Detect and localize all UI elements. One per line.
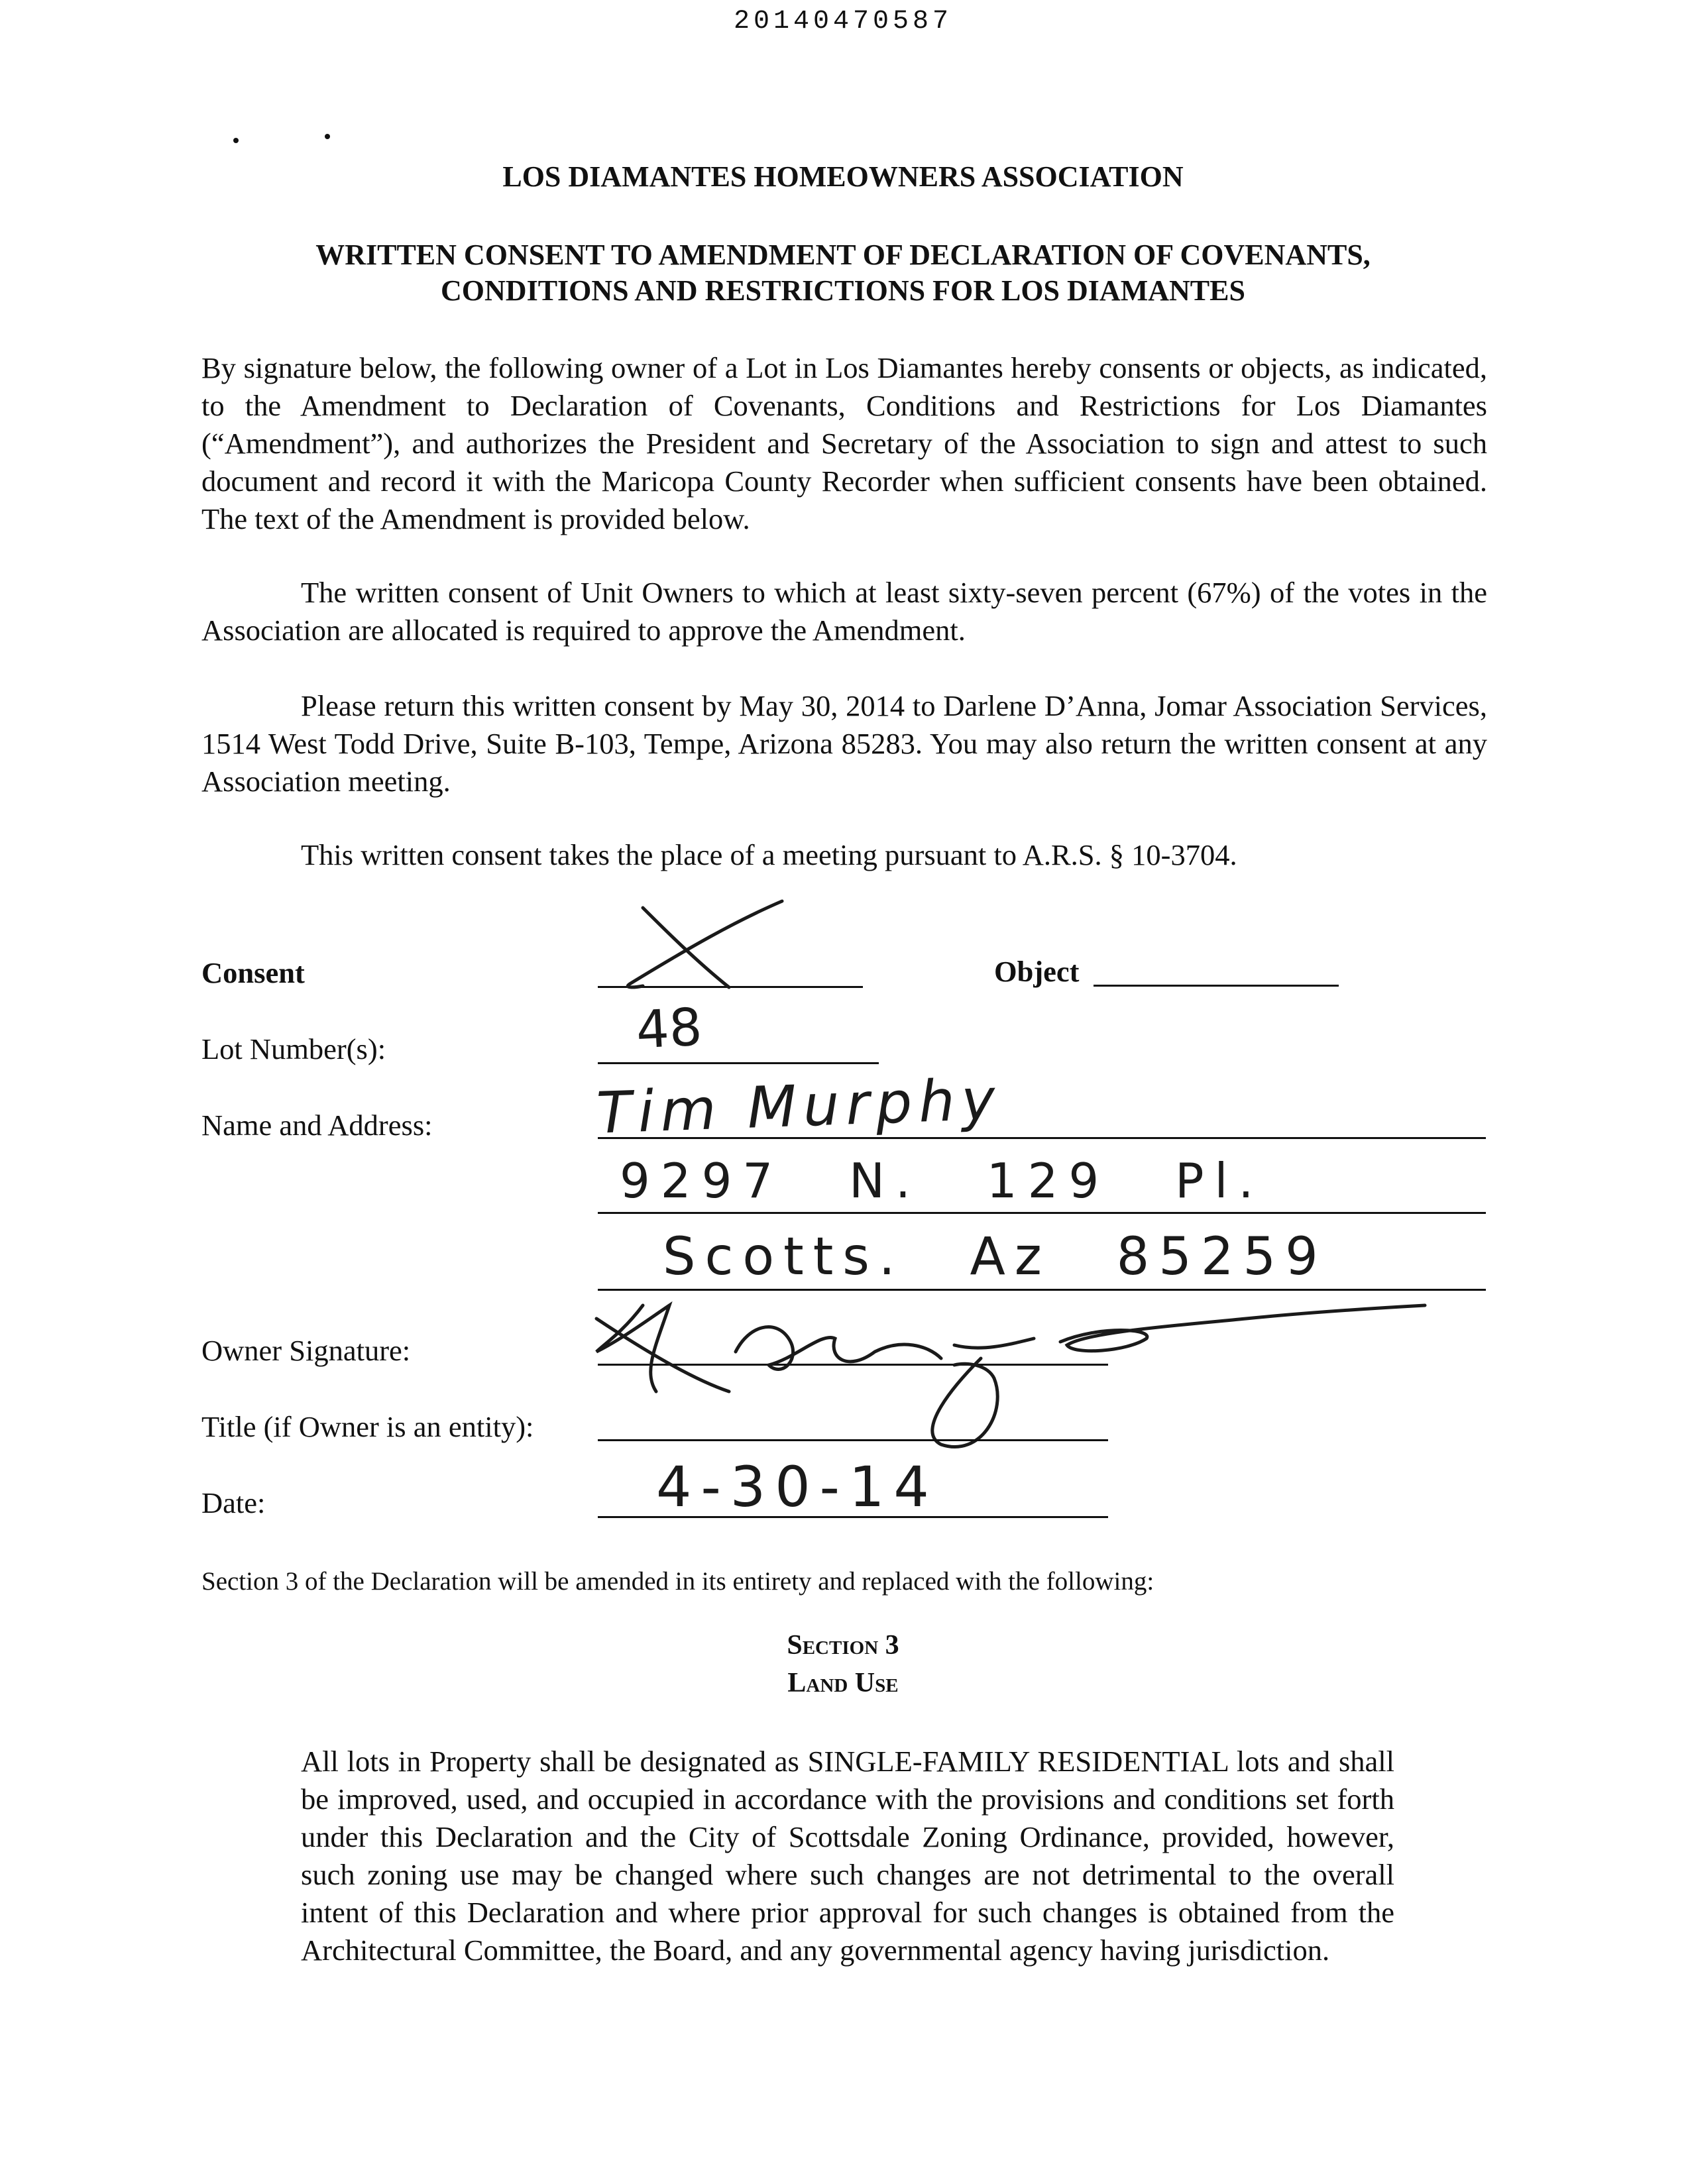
address-line-2-value: Scotts. Az 85259 <box>663 1227 1327 1287</box>
owner-name-value: Tim Murphy <box>595 1066 1003 1147</box>
document-title-line1: WRITTEN CONSENT TO AMENDMENT OF DECLARATION OF COVENANTS, <box>315 239 1371 271</box>
section-intro: Section 3 of the Declaration will be amended in its entirety and replaced with the following: <box>201 1567 1154 1596</box>
section-number: Section 3 <box>787 1630 899 1661</box>
title-line[interactable] <box>598 1439 1108 1441</box>
intro-paragraph: By signature below, the following owner of a Lot in Los Diamantes hereby consents or objects, as indicated, to the Amendment to Declaration of Covenants, Conditions and Restrictions for Los Diamantes (“Amendment”), and authorizes the President and Secretary of the Association to sign and attest to such document and record it with the Maricopa County Recorder when sufficient consents have been obtained. The text of the Amendment is provided below. <box>201 351 1487 535</box>
scan-speck <box>233 138 239 143</box>
lot-number-label: Lot Number(s): <box>201 1032 386 1065</box>
object-line[interactable] <box>1094 985 1339 987</box>
owner-signature <box>583 1279 1445 1478</box>
address-line-1[interactable] <box>598 1212 1486 1214</box>
date-value: 4-30-14 <box>656 1454 938 1519</box>
scan-speck <box>325 134 330 139</box>
title-label: Title (if Owner is an entity): <box>201 1410 534 1443</box>
section-title: Land Use <box>787 1668 899 1698</box>
date-label: Date: <box>201 1486 266 1519</box>
meeting-statute-paragraph: This written consent takes the place of a meeting pursuant to A.R.S. § 10-3704. <box>301 838 1237 871</box>
object-label: Object <box>994 955 1080 988</box>
document-title-line2: CONDITIONS AND RESTRICTIONS FOR LOS DIAMANTES <box>441 274 1245 307</box>
section-body: All lots in Property shall be designated as SINGLE-FAMILY RESIDENTIAL lots and shall be improved, used, and occupied in accordance with the provisions and conditions set forth under this Declaration and the City of Scottsdale Zoning Ordinance, provided, however, such zoning use may be changed where such changes are not detrimental to the overall intent of this Declaration and where prior approval for such changes is obtained from the Architectural Committee, the Board, and any governmental agency having jurisdiction. <box>301 1745 1394 1967</box>
owner-signature-label: Owner Signature: <box>201 1334 411 1367</box>
lot-number-value: 48 <box>634 997 704 1061</box>
lot-number-line[interactable] <box>598 1062 879 1064</box>
consent-label: Consent <box>201 956 305 989</box>
recording-number: 20140470587 <box>733 7 953 36</box>
name-address-label: Name and Address: <box>201 1109 433 1142</box>
return-instructions-paragraph: Please return this written consent by May 30, 2014 to Darlene D’Anna, Jomar Association Services, 1514 West Todd Drive, Suite B-103, Tempe, Arizona 85283. You may also return the written consent at any Association meeting. <box>201 689 1487 798</box>
consent-requirement-paragraph: The written consent of Unit Owners to which at least sixty-seven percent (67%) of the votes in the Association are allocated is required to approve the Amendment. <box>201 576 1487 647</box>
consent-checkmark <box>596 888 795 994</box>
address-line-1-value: 9297 N. 129 Pl. <box>620 1153 1264 1209</box>
association-title: LOS DIAMANTES HOMEOWNERS ASSOCIATION <box>502 160 1184 193</box>
